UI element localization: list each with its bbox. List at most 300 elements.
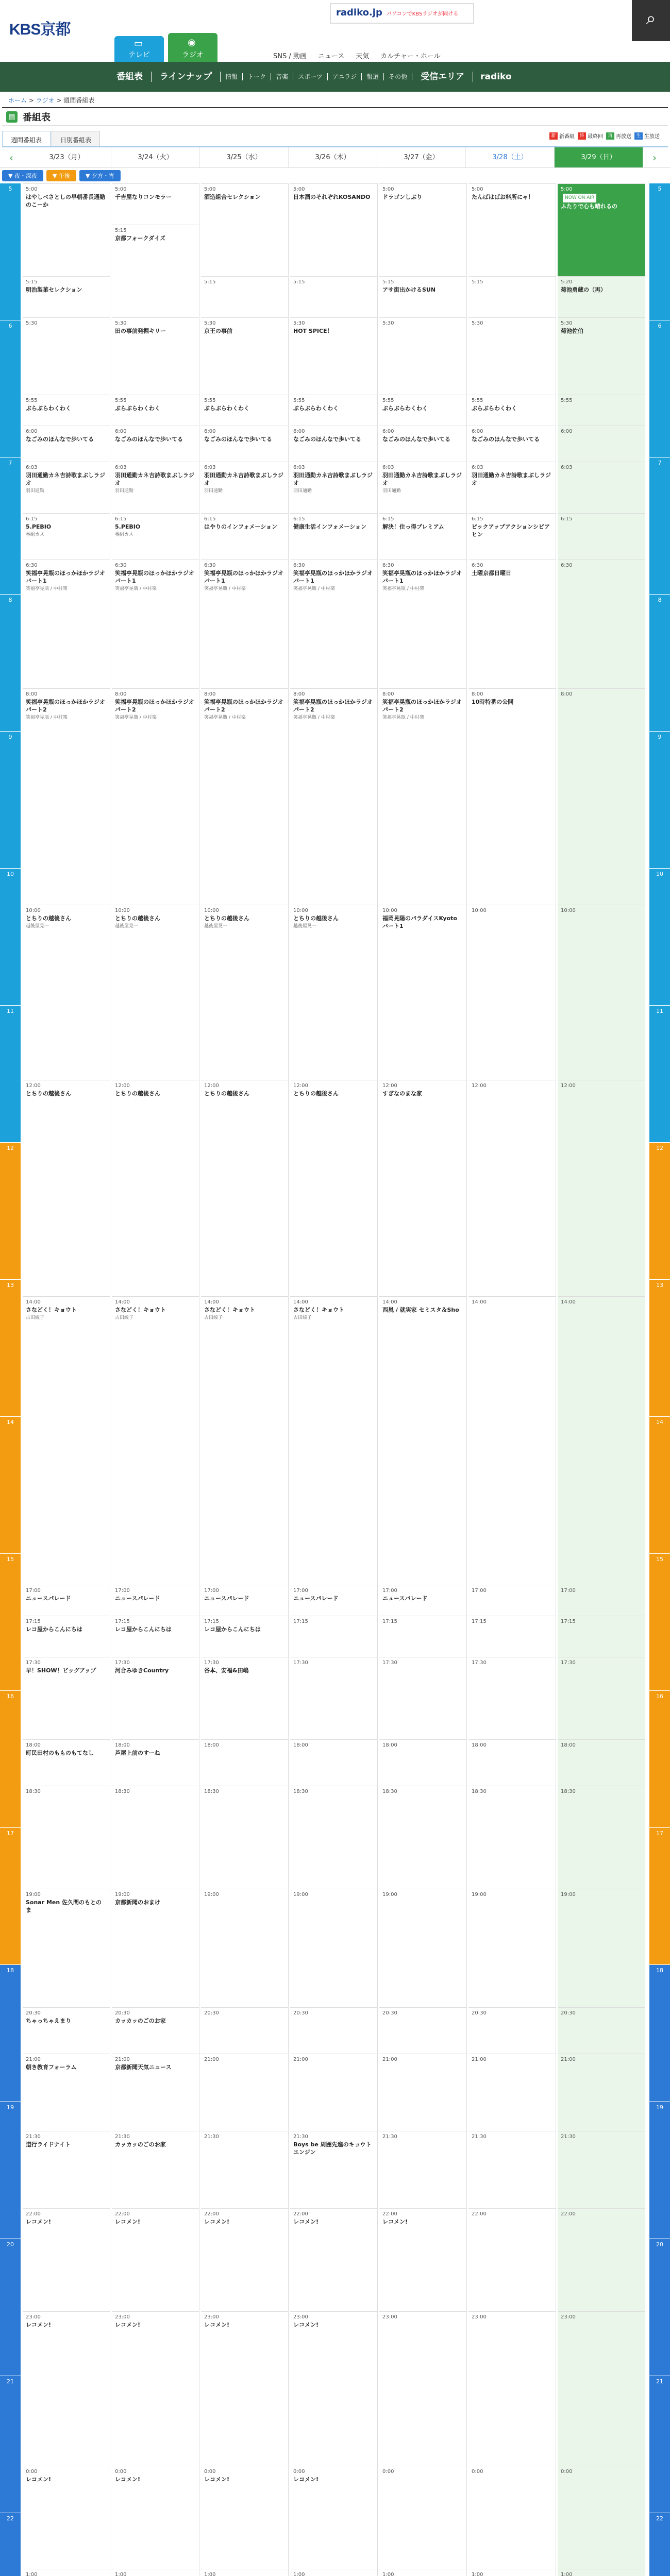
tv-icon: ▭ <box>134 38 143 49</box>
program-time: 6:03 <box>115 465 127 470</box>
program-cell[interactable] <box>23 2466 110 2569</box>
program-name: 笑福亭晃瓶のほっかほかラジオ パート1 <box>293 570 373 584</box>
gnav-lineup[interactable]: ラインナップ <box>152 72 221 82</box>
program-cell[interactable] <box>112 225 199 317</box>
program-cell[interactable] <box>290 905 378 1080</box>
program-cell[interactable] <box>201 1585 289 1616</box>
program-name: 笑福亭晃瓶のほっかほかラジオ パート1 <box>115 570 194 584</box>
program-time: 21:30 <box>472 2134 487 2140</box>
hour-label: 20 <box>649 2239 670 2376</box>
program-time: 10:00 <box>472 908 487 913</box>
gnav-other[interactable]: その他 <box>384 73 412 80</box>
program-name: 菊池佐伯 <box>561 328 583 334</box>
program-cell[interactable] <box>112 1739 199 1786</box>
program-cell[interactable] <box>112 513 199 560</box>
program-cell[interactable] <box>468 2054 556 2131</box>
search-button[interactable] <box>632 0 670 41</box>
program-desc: 古田綾子 <box>204 1315 223 1320</box>
program-cell[interactable] <box>379 1080 467 1296</box>
program-cell[interactable] <box>290 426 378 462</box>
program-cell[interactable] <box>468 462 556 513</box>
gnav-radiko[interactable]: radiko <box>480 72 512 82</box>
program-desc: 笑福亭晃瓶 / 中村楽 <box>204 715 246 720</box>
program-cell[interactable] <box>23 1080 110 1296</box>
program-cell[interactable] <box>112 2466 199 2569</box>
program-name: なごみのほんなで歩いてる <box>115 436 183 443</box>
program-cell[interactable] <box>112 1889 199 2007</box>
program-cell[interactable] <box>558 513 645 560</box>
tab-radio[interactable] <box>168 33 217 62</box>
program-time: 20:30 <box>26 2010 41 2016</box>
program-cell[interactable] <box>558 688 645 905</box>
program-cell[interactable] <box>468 1080 556 1296</box>
hour-label: 18 <box>649 1965 670 2102</box>
program-cell[interactable] <box>379 1616 467 1657</box>
program-cell[interactable] <box>23 2569 110 2576</box>
program-cell[interactable] <box>558 462 645 513</box>
program-cell[interactable] <box>23 1296 110 1585</box>
gnav-talk[interactable]: トーク <box>243 73 271 80</box>
program-cell[interactable] <box>23 317 110 395</box>
program-cell[interactable] <box>379 462 467 513</box>
program-cell[interactable] <box>23 2208 110 2311</box>
program-desc: 笑福亭晃瓶 / 中村楽 <box>382 715 424 720</box>
program-cell[interactable] <box>379 905 467 1080</box>
gnav-music[interactable]: 音楽 <box>271 73 293 80</box>
program-cell[interactable] <box>23 1889 110 2007</box>
date-cell[interactable]: 3/27（金） <box>377 147 466 167</box>
program-cell[interactable] <box>468 2466 556 2569</box>
program-time: 6:30 <box>472 563 483 568</box>
program-cell[interactable] <box>558 395 645 426</box>
program-cell[interactable] <box>290 276 378 317</box>
program-desc: 番組カス <box>26 532 45 537</box>
tab-daily[interactable]: 日別番組表 <box>52 131 100 146</box>
program-cell[interactable] <box>201 1739 289 1786</box>
program-time: 5:20 <box>561 279 573 285</box>
program-time: 19:00 <box>204 1892 219 1897</box>
program-cell[interactable] <box>112 2311 199 2466</box>
program-cell[interactable] <box>201 1786 289 1889</box>
program-cell[interactable] <box>379 2054 467 2131</box>
program-cell[interactable] <box>558 2569 645 2576</box>
program-cell[interactable] <box>112 2007 199 2054</box>
program-cell[interactable] <box>558 1786 645 1889</box>
program-cell[interactable] <box>468 276 556 317</box>
program-name: Boys be 周囲先進のキョウトエンジン <box>293 2141 372 2156</box>
program-time: 14:00 <box>472 1299 487 1305</box>
legend-mark: 生 <box>634 132 643 140</box>
top-link-culture[interactable]: カルチャー・ホール <box>380 53 441 60</box>
program-cell[interactable] <box>112 2054 199 2131</box>
program-cell[interactable] <box>23 426 110 462</box>
program-cell[interactable] <box>23 1657 110 1739</box>
program-time: 5:30 <box>561 320 573 326</box>
program-cell[interactable] <box>201 426 289 462</box>
hour-label: 10 <box>649 869 670 1006</box>
program-name: 羽田通勤カネ吉詩歌まぶしラジオ <box>293 472 373 486</box>
gnav-info[interactable]: 情報 <box>221 73 243 80</box>
program-cell[interactable] <box>201 2131 289 2208</box>
program-cell[interactable] <box>468 560 556 688</box>
program-cell[interactable] <box>23 1585 110 1616</box>
program-cell[interactable] <box>201 2311 289 2466</box>
program-cell[interactable] <box>379 276 467 317</box>
hour-label: 6 <box>0 320 21 457</box>
time-of-day-link[interactable]: ▼ 午後 <box>46 170 76 181</box>
program-name: たんばはばお料所にゃ！ <box>472 194 534 200</box>
next-week-arrow[interactable]: › <box>652 151 657 164</box>
program-cell[interactable] <box>379 183 467 276</box>
program-cell[interactable] <box>468 1889 556 2007</box>
program-cell[interactable] <box>379 513 467 560</box>
program-desc: 羽田通勤 <box>115 488 134 494</box>
program-cell[interactable] <box>379 2311 467 2466</box>
program-cell[interactable] <box>558 560 645 688</box>
program-name: レコメン! <box>115 2321 141 2328</box>
program-time: 5:55 <box>293 398 305 403</box>
program-desc: 羽田通勤 <box>382 488 401 494</box>
program-cell[interactable] <box>468 183 556 276</box>
program-time: 6:03 <box>204 465 216 470</box>
program-cell[interactable] <box>23 2131 110 2208</box>
program-cell[interactable] <box>290 1296 378 1585</box>
program-cell[interactable] <box>112 1657 199 1739</box>
program-cell[interactable] <box>290 1657 378 1739</box>
program-cell[interactable] <box>201 560 289 688</box>
program-cell[interactable] <box>379 2466 467 2569</box>
program-time: 5:00 <box>204 187 216 192</box>
crumb-home[interactable]: ホーム <box>8 97 27 104</box>
program-desc: 羽田通勤 <box>26 488 45 494</box>
top-link-weather[interactable]: 天気 <box>356 53 370 60</box>
crumb-radio[interactable]: ラジオ <box>36 97 55 104</box>
program-cell[interactable] <box>379 426 467 462</box>
date-cell[interactable]: 3/26（木） <box>289 147 377 167</box>
program-cell[interactable] <box>558 905 645 1080</box>
program-name: 笑福亭晃瓶のほっかほかラジオ パート1 <box>382 570 462 584</box>
tab-tv[interactable] <box>114 36 164 62</box>
program-name: 解決！住っ得プレミアム <box>382 523 444 530</box>
program-name: ぶらぶらわくわく <box>472 405 517 412</box>
hour-label: 21 <box>649 2376 670 2513</box>
top-link-sns[interactable]: SNS / 動画 <box>273 53 307 60</box>
program-cell[interactable] <box>468 1296 556 1585</box>
program-cell[interactable] <box>290 1616 378 1657</box>
hour-label: 13 <box>649 1280 670 1417</box>
date-cell[interactable]: 3/24（火） <box>111 147 200 167</box>
program-cell[interactable] <box>558 2466 645 2569</box>
program-name: とちりの越後さん <box>204 1090 249 1097</box>
program-cell[interactable] <box>290 2007 378 2054</box>
program-cell[interactable] <box>290 462 378 513</box>
hour-label: 11 <box>0 1006 21 1143</box>
program-cell[interactable] <box>468 1786 556 1889</box>
program-cell[interactable] <box>201 2007 289 2054</box>
program-cell[interactable] <box>112 1786 199 1889</box>
program-cell[interactable] <box>290 688 378 905</box>
time-of-day-link[interactable]: ▼ 夕方・宵 <box>79 170 121 181</box>
program-cell[interactable] <box>112 462 199 513</box>
view-tabs <box>2 131 668 147</box>
day-column <box>558 183 645 2576</box>
hour-label: 18 <box>0 1965 21 2102</box>
program-name: 西嵐 / 就実家 セミスタ＆Sho <box>382 1307 459 1313</box>
tab-radio-label: ラジオ <box>182 51 204 59</box>
program-cell[interactable] <box>112 2208 199 2311</box>
program-cell[interactable] <box>468 2007 556 2054</box>
program-time: 10:00 <box>26 908 41 913</box>
program-time: 17:30 <box>26 1660 41 1666</box>
program-cell[interactable] <box>290 2054 378 2131</box>
program-time: 20:30 <box>561 2010 576 2016</box>
program-cell[interactable] <box>112 395 199 426</box>
program-cell[interactable] <box>23 688 110 905</box>
program-time: 6:30 <box>115 563 127 568</box>
program-cell[interactable] <box>201 905 289 1080</box>
program-cell[interactable] <box>23 1739 110 1786</box>
program-cell[interactable] <box>23 513 110 560</box>
date-cell[interactable]: 3/25（水） <box>200 147 289 167</box>
program-cell[interactable] <box>379 1585 467 1616</box>
program-time: 23:00 <box>115 2314 130 2320</box>
program-cell[interactable] <box>290 1585 378 1616</box>
program-time: 1:00 <box>472 2572 483 2576</box>
program-cell[interactable] <box>379 1786 467 1889</box>
program-time: 17:15 <box>472 1619 487 1624</box>
hour-label: 13 <box>0 1280 21 1417</box>
program-cell[interactable] <box>290 2208 378 2311</box>
program-cell[interactable] <box>558 1889 645 2007</box>
program-cell[interactable] <box>201 2569 289 2576</box>
program-cell[interactable] <box>558 1296 645 1585</box>
program-cell[interactable] <box>468 426 556 462</box>
program-name: 谷本、安福&田嶋 <box>204 1667 249 1674</box>
program-cell[interactable] <box>112 317 199 395</box>
program-cell[interactable] <box>379 2007 467 2054</box>
program-cell[interactable] <box>290 2466 378 2569</box>
gnav-news[interactable]: 報道 <box>362 73 384 80</box>
date-bar <box>0 147 670 168</box>
date-cell[interactable]: 3/23（月） <box>23 147 111 167</box>
program-time: 6:03 <box>561 465 573 470</box>
program-cell[interactable] <box>112 905 199 1080</box>
program-cell[interactable] <box>379 2131 467 2208</box>
program-cell[interactable] <box>112 1296 199 1585</box>
program-cell[interactable] <box>201 2466 289 2569</box>
program-time: 6:30 <box>382 563 394 568</box>
program-cell[interactable] <box>23 2007 110 2054</box>
program-desc: 笑福亭晃瓶 / 中村楽 <box>26 715 68 720</box>
program-time: 18:30 <box>26 1789 41 1794</box>
date-cell[interactable]: 3/28（土） <box>466 147 555 167</box>
program-name: 道行ライドナイト <box>26 2141 71 2148</box>
program-cell[interactable] <box>468 2208 556 2311</box>
program-time: 6:30 <box>204 563 216 568</box>
program-cell[interactable] <box>201 1080 289 1296</box>
program-cell[interactable] <box>558 1739 645 1786</box>
program-cell[interactable] <box>112 183 199 225</box>
program-cell[interactable] <box>468 1616 556 1657</box>
program-cell[interactable] <box>112 560 199 688</box>
program-name: 笑福亭晃瓶のほっかほかラジオ パート2 <box>204 699 283 713</box>
program-desc: 古田綾子 <box>26 1315 45 1320</box>
program-cell[interactable] <box>201 2208 289 2311</box>
program-cell[interactable] <box>558 1080 645 1296</box>
program-name: レコメン! <box>26 2218 52 2225</box>
program-time: 19:00 <box>115 1892 130 1897</box>
program-name: 10時特番の公開 <box>472 699 514 705</box>
program-cell[interactable] <box>112 1585 199 1616</box>
program-cell[interactable] <box>468 905 556 1080</box>
program-cell[interactable] <box>112 2131 199 2208</box>
program-cell[interactable] <box>379 688 467 905</box>
crumb-current: 週間番組表 <box>63 97 95 104</box>
program-time: 23:00 <box>204 2314 219 2320</box>
program-cell[interactable] <box>112 426 199 462</box>
program-cell[interactable] <box>290 1889 378 2007</box>
program-name: とちりの越後さん <box>115 1090 160 1097</box>
program-name: 明治製菓セレクション <box>26 286 82 293</box>
program-cell[interactable] <box>201 317 289 395</box>
program-cell[interactable] <box>468 688 556 905</box>
program-name: 羽田通勤カネ吉詩歌まぶしラジオ <box>382 472 462 486</box>
program-name: とちりの越後さん <box>293 915 339 922</box>
program-cell[interactable] <box>201 395 289 426</box>
program-name: はやりのインフォメーション <box>204 523 278 530</box>
program-cell[interactable] <box>290 183 378 276</box>
program-cell[interactable] <box>379 1657 467 1739</box>
program-cell[interactable] <box>379 2569 467 2576</box>
program-cell[interactable] <box>558 1657 645 1739</box>
program-cell[interactable] <box>558 2311 645 2466</box>
program-cell[interactable] <box>379 1739 467 1786</box>
program-cell[interactable] <box>201 276 289 317</box>
program-time: 6:30 <box>26 563 38 568</box>
program-cell[interactable] <box>23 2054 110 2131</box>
program-cell[interactable] <box>468 2569 556 2576</box>
program-cell[interactable] <box>112 688 199 905</box>
program-cell[interactable] <box>201 1889 289 2007</box>
program-cell[interactable] <box>468 1657 556 1739</box>
program-cell[interactable] <box>23 2311 110 2466</box>
program-time: 17:00 <box>26 1588 41 1594</box>
program-cell[interactable] <box>290 2311 378 2466</box>
program-cell[interactable] <box>468 513 556 560</box>
gnav-timetable[interactable]: 番組表 <box>108 72 152 82</box>
radiko-banner[interactable] <box>330 3 474 24</box>
program-cell[interactable] <box>558 276 645 317</box>
program-desc: 越後屋晃一 <box>115 924 139 929</box>
program-cell[interactable] <box>112 1080 199 1296</box>
program-name: レコメン! <box>115 2218 141 2225</box>
program-cell[interactable] <box>558 2131 645 2208</box>
program-cell[interactable] <box>468 317 556 395</box>
program-cell[interactable] <box>23 462 110 513</box>
program-cell[interactable] <box>558 2007 645 2054</box>
program-cell[interactable] <box>201 1657 289 1739</box>
program-cell[interactable] <box>290 2569 378 2576</box>
program-desc: 古田綾子 <box>293 1315 312 1320</box>
program-cell[interactable] <box>468 2311 556 2466</box>
program-time: 12:00 <box>115 1083 130 1089</box>
hour-label: 15 <box>0 1554 21 1691</box>
program-time: 23:00 <box>561 2314 576 2320</box>
program-cell[interactable] <box>468 1739 556 1786</box>
program-cell[interactable] <box>290 2131 378 2208</box>
program-cell[interactable] <box>558 2208 645 2311</box>
program-cell[interactable] <box>23 276 110 317</box>
program-cell[interactable] <box>558 2054 645 2131</box>
program-time: 6:00 <box>382 429 394 434</box>
program-cell[interactable] <box>290 513 378 560</box>
program-cell[interactable] <box>558 426 645 462</box>
program-cell[interactable] <box>468 395 556 426</box>
gnav-sports[interactable]: スポーツ <box>293 73 328 80</box>
program-name: 千吉屋なりコンモラー <box>115 194 172 200</box>
tab-weekly[interactable]: 週間番組表 <box>2 131 51 146</box>
program-cell[interactable] <box>23 1616 110 1657</box>
program-time: 5:00 <box>472 187 483 192</box>
program-cell[interactable] <box>558 317 645 395</box>
program-cell[interactable] <box>379 1296 467 1585</box>
program-cell[interactable] <box>379 560 467 688</box>
time-of-day-link[interactable]: ▼ 夜・深夜 <box>2 170 43 181</box>
program-cell[interactable] <box>23 395 110 426</box>
prev-week-arrow[interactable]: ‹ <box>9 151 13 164</box>
program-cell[interactable] <box>290 1786 378 1889</box>
program-cell[interactable] <box>558 1616 645 1657</box>
program-cell[interactable] <box>379 1889 467 2007</box>
program-cell[interactable] <box>290 1080 378 1296</box>
program-cell[interactable] <box>468 1585 556 1616</box>
program-cell[interactable] <box>379 317 467 395</box>
program-time: 17:00 <box>115 1588 130 1594</box>
program-cell[interactable] <box>23 183 110 276</box>
program-cell[interactable] <box>379 2208 467 2311</box>
site-logo[interactable]: KBS京都 <box>9 21 71 38</box>
program-cell[interactable] <box>23 905 110 1080</box>
program-time: 14:00 <box>26 1299 41 1305</box>
program-cell[interactable] <box>201 1616 289 1657</box>
program-cell[interactable] <box>558 1585 645 1616</box>
program-desc: 笑福亭晃瓶 / 中村楽 <box>382 586 424 591</box>
program-cell[interactable] <box>290 560 378 688</box>
program-cell[interactable] <box>201 513 289 560</box>
page-title: 番組表 <box>23 112 51 123</box>
program-cell[interactable] <box>558 183 645 276</box>
program-time: 20:30 <box>115 2010 130 2016</box>
program-cell[interactable] <box>290 317 378 395</box>
program-cell[interactable] <box>290 395 378 426</box>
program-cell[interactable] <box>290 1739 378 1786</box>
program-cell[interactable] <box>201 2054 289 2131</box>
program-cell[interactable] <box>112 2569 199 2576</box>
gnav-anime[interactable]: アニラジ <box>328 73 362 80</box>
date-cell[interactable]: 3/29（日） <box>555 147 643 167</box>
top-link-news[interactable]: ニュース <box>317 53 345 60</box>
program-cell[interactable] <box>201 462 289 513</box>
gnav-area[interactable]: 受信エリア <box>412 72 473 82</box>
program-cell[interactable] <box>379 395 467 426</box>
program-cell[interactable] <box>201 688 289 905</box>
program-cell[interactable] <box>23 1786 110 1889</box>
program-cell[interactable] <box>201 1296 289 1585</box>
program-cell[interactable] <box>468 2131 556 2208</box>
program-cell[interactable] <box>201 183 289 276</box>
program-cell[interactable] <box>112 1616 199 1657</box>
program-cell[interactable] <box>23 560 110 688</box>
